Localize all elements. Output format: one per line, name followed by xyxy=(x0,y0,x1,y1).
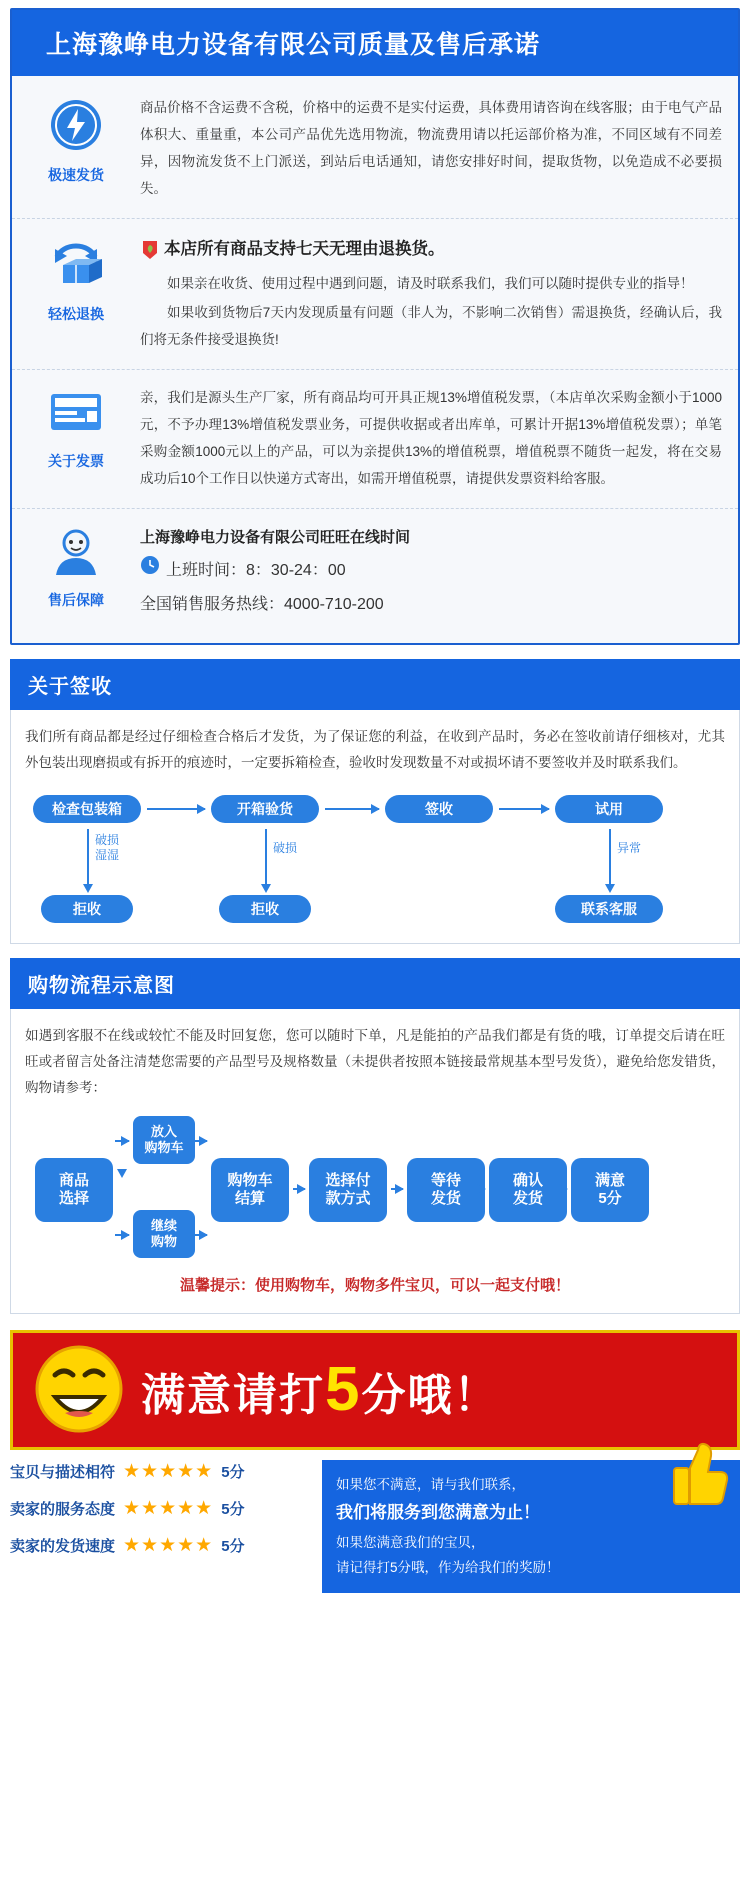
shopping-paragraph: 如遇到客服不在线或较忙不能及时回复您，您可以随时下单，凡是能拍的产品我们都是有货的哦，订单提交后请在旺旺或者留言处备注清楚您需要的产品型号及规格数量（未提供者按照本链接最常规基本型号发货），避免给您发错货，购物请参考： xyxy=(25,1027,725,1096)
rating-banner-lead: 满意请打 xyxy=(141,1371,325,1421)
flow-node-confirm-ship: 确认 发货 xyxy=(489,1158,567,1222)
rating-note-line: 如果您不满意，请与我们联系， xyxy=(336,1476,525,1492)
clock-icon xyxy=(140,555,160,587)
flow-node-sign: 签收 xyxy=(385,795,493,823)
rating-item xyxy=(10,1534,310,1557)
promise-row-caption: 极速发货 xyxy=(48,167,104,183)
promise-text-line: 如果亲在收货、使用过程中遇到问题，请及时联系我们，我们可以随时提供专业的指导！ xyxy=(167,276,694,291)
flow-arrow-right xyxy=(473,1188,485,1190)
promise-row-icon xyxy=(12,94,140,204)
promise-row-text xyxy=(140,523,726,623)
rating-item-label: 卖家的发货速度 xyxy=(10,1537,116,1555)
rating-items xyxy=(10,1460,310,1593)
leaf-badge-icon xyxy=(140,239,160,261)
rating-item-label: 宝贝与描述相符 xyxy=(10,1463,116,1481)
promise-text-line: 如果收到货物后7天内发现质量有问题（非人为，不影响二次销售）需退换货，经确认后，我们将无条件接受退换货! xyxy=(140,305,722,347)
flow-arrow-right xyxy=(115,1234,129,1236)
work-hours-text: 上班时间：8：30-24：00 xyxy=(166,562,346,579)
signing-paragraph: 我们所有商品都是经过仔细检查合格后才发货，为了保证您的利益，在收到产品时，务必在签收前请仔细核对，尤其外包装出现磨损或有拆开的痕迹时，一定要拆箱检查，验收时发现数量不对或损坏请不要签收并及时联系我们。 xyxy=(25,729,725,771)
rating-banner-tail: 分哦！ xyxy=(361,1371,500,1421)
flow-arrow-right xyxy=(293,1188,305,1190)
flow-arrow-right xyxy=(147,808,205,810)
thumbs-up-icon xyxy=(670,1438,730,1517)
promise-row-icon xyxy=(12,233,140,355)
promise-section xyxy=(0,0,750,645)
flow-node-product-select: 商品 选择 xyxy=(35,1158,113,1222)
shopping-tip: 温馨提示：使用购物车，购物多件宝贝，可以一起支付哦！ xyxy=(179,1276,570,1294)
flow-node-contact-service: 联系客服 xyxy=(555,895,663,923)
rating-note-line: 请记得打5分哦，作为给我们的奖励！ xyxy=(336,1560,560,1576)
signing-flowchart xyxy=(25,795,725,925)
flow-node-reject: 拒收 xyxy=(41,895,133,923)
flow-arrow-right xyxy=(325,808,379,810)
rating-note xyxy=(322,1460,740,1593)
rating-item-stars: ★★★★★ xyxy=(123,1460,214,1482)
shopping-title: 购物流程示意图 xyxy=(10,958,740,1009)
flow-node-payment-method: 选择付 款方式 xyxy=(309,1158,387,1222)
signing-body xyxy=(10,710,740,944)
promise-text-line: 亲，我们是源头生产厂家，所有商品均可开具正规13%增值税发票，（本店单次采购金额小于1000元，不予办理13%增值税发票业务，可提供收据或者出库单，可累计开据13%增值税发票）；单笔采购金额1000元以上的产品，可以为亲提供13%的增值税票，增值税票不随货一起发，将在交易成功后10个工作日以快递方式寄出，如需开增值税票，请提供发票资料给客服。 xyxy=(140,390,722,486)
flow-branch-label: 异常 xyxy=(617,840,642,855)
rating-banner xyxy=(10,1330,740,1450)
flow-node-cart-checkout: 购物车 结算 xyxy=(211,1158,289,1222)
promise-row xyxy=(12,219,738,370)
promise-row-caption: 售后保障 xyxy=(48,592,104,608)
promise-row-text xyxy=(140,233,726,355)
rating-body xyxy=(10,1460,740,1593)
rating-item-stars: ★★★★★ xyxy=(123,1497,214,1519)
shopping-flowchart xyxy=(25,1114,725,1264)
rating-item-stars: ★★★★★ xyxy=(123,1534,214,1556)
rating-banner-text xyxy=(141,1354,499,1425)
promise-highlight xyxy=(140,233,722,266)
flow-arrow-right xyxy=(391,1188,403,1190)
promise-row-text xyxy=(140,94,726,204)
return-box-icon xyxy=(12,237,140,296)
rating-item xyxy=(10,1460,310,1483)
flow-arrow-down xyxy=(265,829,267,885)
flow-node-satisfied-five: 满意 5分 xyxy=(571,1158,649,1222)
flow-node-add-to-cart: 放入 购物车 xyxy=(133,1116,195,1164)
rating-item-score: 5分 xyxy=(221,1500,245,1518)
shopping-section xyxy=(0,958,750,1314)
flow-node-wait-ship: 等待 发货 xyxy=(407,1158,485,1222)
promise-text-line xyxy=(140,555,722,587)
promise-row-caption: 关于发票 xyxy=(48,453,104,469)
flow-arrow-right xyxy=(195,1140,207,1142)
rating-banner-five: 5 xyxy=(325,1355,362,1425)
promise-box xyxy=(10,8,740,645)
flow-arrow-down xyxy=(609,829,611,885)
rating-item-label: 卖家的服务态度 xyxy=(10,1500,116,1518)
flow-node-continue-shopping: 继续 购物 xyxy=(133,1210,195,1258)
signing-section xyxy=(0,659,750,944)
promise-row xyxy=(12,370,738,509)
flow-arrow-right xyxy=(555,1188,567,1190)
promise-row xyxy=(12,80,738,219)
promise-row-caption: 轻松退换 xyxy=(48,306,104,322)
smiley-face-icon xyxy=(31,1339,127,1440)
bottom-spacer xyxy=(0,1593,750,1623)
shopping-body xyxy=(10,1009,740,1314)
rating-note-line: 我们将服务到您满意为止！ xyxy=(336,1503,540,1523)
invoice-icon xyxy=(12,388,140,443)
promise-text-line: 全国销售服务热线：4000-710-200 xyxy=(140,596,384,613)
rating-item-score: 5分 xyxy=(221,1537,245,1555)
flow-node-check-package: 检查包装箱 xyxy=(33,795,141,823)
signing-title: 关于签收 xyxy=(10,659,740,710)
service-person-icon xyxy=(12,527,140,582)
promise-text-line: 商品价格不含运费不含税，价格中的运费不是实付运费，具体费用请咨询在线客服；由于电气产品体积大、重量重，本公司产品优先选用物流，物流费用请以托运部价格为准，不同区域有不同差异，因物流发货不上门派送，到站后电话通知，请您安排好时间，提取货物，以免造成不必要损失。 xyxy=(140,100,722,196)
flow-arrow-right xyxy=(499,808,549,810)
rating-note-line: 如果您满意我们的宝贝， xyxy=(336,1534,485,1550)
flow-node-open-inspect: 开箱验货 xyxy=(211,795,319,823)
flow-arrow-down xyxy=(87,829,89,885)
rating-item xyxy=(10,1497,310,1520)
flow-branch-label: 破损 湿湿 xyxy=(95,832,120,862)
flow-node-trial: 试用 xyxy=(555,795,663,823)
promise-row-text xyxy=(140,384,726,494)
rating-item-score: 5分 xyxy=(221,1463,245,1481)
flow-arrow-right xyxy=(115,1140,129,1142)
promise-text-line: 上海豫峥电力设备有限公司旺旺在线时间 xyxy=(140,529,411,546)
promise-row-icon xyxy=(12,523,140,623)
flow-node-reject: 拒收 xyxy=(219,895,311,923)
flow-branch-label: 破损 xyxy=(273,840,298,855)
rating-section xyxy=(0,1330,750,1593)
promise-highlight-text: 本店所有商品支持七天无理由退换货。 xyxy=(164,240,445,258)
flow-arrow-right xyxy=(195,1234,207,1236)
promise-row-icon xyxy=(12,384,140,494)
promise-row xyxy=(12,509,738,637)
promise-title: 上海豫峥电力设备有限公司质量及售后承诺 xyxy=(12,10,738,76)
lightning-bolt-icon xyxy=(12,98,140,157)
promise-body xyxy=(12,76,738,643)
